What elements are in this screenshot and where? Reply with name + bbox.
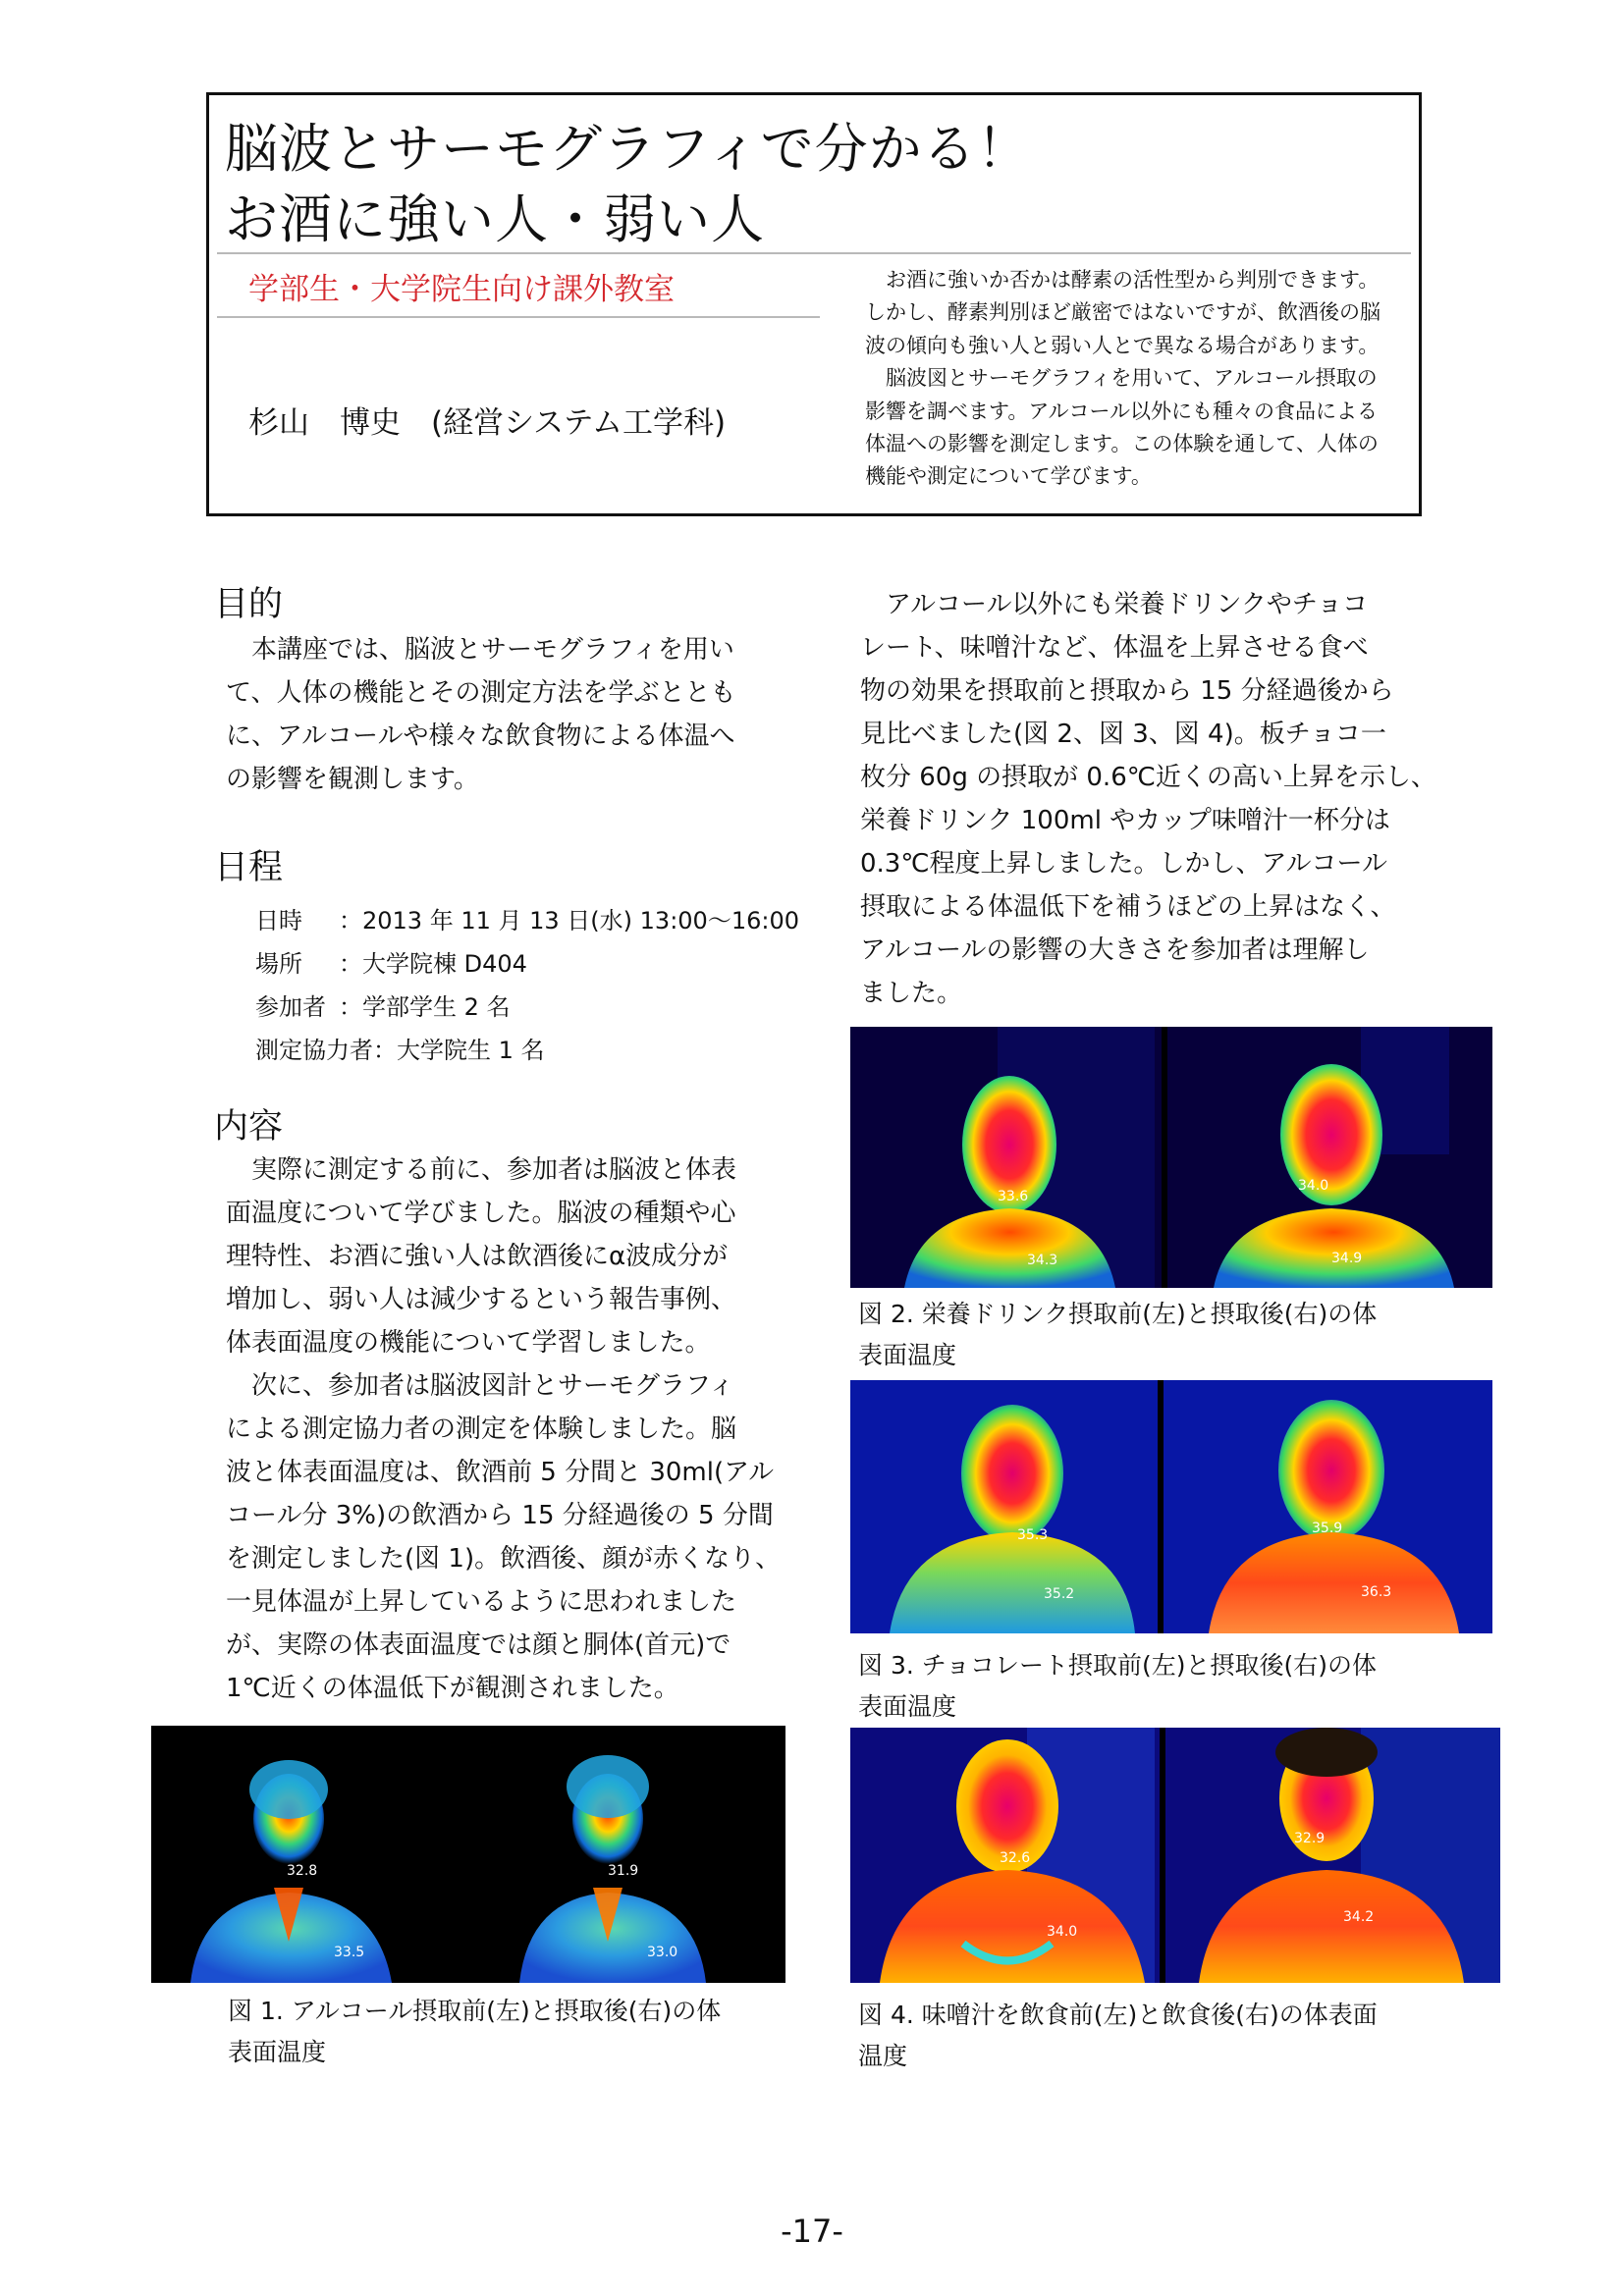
temperature-label: 34.3	[1027, 1253, 1058, 1268]
right-line: アルコール以外にも栄養ドリンクやチョコ	[860, 590, 1369, 619]
content-line: 面温度について学びました。脳波の種類や心	[226, 1199, 736, 1228]
schedule-value: ：2013 年 11 月 13 日(水) 13:00～16:00	[339, 907, 799, 934]
content-line: による測定協力者の測定を体験しました。脳	[226, 1415, 737, 1444]
temperature-label: 33.5	[334, 1945, 365, 1960]
schedule-row-collaborator	[255, 1031, 545, 1065]
content-line: 波と体表面温度は、飲酒前 5 分間と 30ml(アル	[226, 1458, 775, 1487]
figure-caption-line: 表面温度	[858, 1692, 957, 1721]
schedule-key: 参加者	[255, 993, 326, 1021]
figure-2-caption	[858, 1294, 1377, 1376]
content-line: 実際に測定する前に、参加者は脳波と体表	[226, 1155, 737, 1185]
schedule-key: 日時	[255, 907, 302, 934]
content-line: コール分 3%)の飲酒から 15 分経過後の 5 分間	[226, 1501, 774, 1530]
temperature-label: 33.6	[998, 1189, 1029, 1204]
abstract-line: 機能や測定について学びます。	[865, 464, 1152, 489]
schedule-value: ：学部学生 2 名	[339, 993, 511, 1021]
title-line-1: 脳波とサーモグラフィで分かる！	[225, 118, 1031, 180]
figure-caption-line: 図 3. チョコレート摂取前(左)と摂取後(右)の体	[858, 1651, 1378, 1680]
right-line: レート、味噌汁など、体温を上昇させる食べ	[860, 633, 1369, 663]
figure-4-caption	[858, 1995, 1378, 2077]
figure-1-thermal-image	[151, 1726, 785, 1983]
figure-caption-line: 表面温度	[858, 1341, 957, 1369]
temperature-label: 34.2	[1343, 1909, 1375, 1925]
temperature-label: 35.9	[1312, 1521, 1343, 1536]
figure-1-thermal-graphic	[151, 1726, 785, 1983]
content-line: 一見体温が上昇しているように思われました	[226, 1587, 737, 1617]
schedule-key: 測定協力者	[255, 1037, 373, 1064]
content-line: が、実際の体表面温度では顔と胴体(首元)で	[226, 1630, 731, 1660]
schedule-row-participants	[255, 988, 511, 1022]
content-line: 理特性、お酒に強い人は飲酒後にα波成分が	[226, 1242, 729, 1271]
temperature-label: 32.6	[1000, 1850, 1031, 1866]
abstract-line: 体温への影響を測定します。この体験を通して、人体の	[865, 432, 1379, 456]
right-line: 摂取による体温低下を補うほどの上昇はなく、	[860, 892, 1396, 922]
purpose-body	[226, 628, 795, 801]
category-label: 学部生・大学院生向け課外教室	[248, 272, 675, 307]
temperature-label: 35.3	[1017, 1527, 1049, 1543]
schedule-key: 場所	[255, 950, 302, 978]
temperature-label: 34.9	[1331, 1251, 1363, 1266]
temperature-label: 36.3	[1361, 1584, 1392, 1600]
right-body	[860, 583, 1449, 1015]
content-heading: 内容	[214, 1107, 284, 1147]
abstract-line: しかし、酵素判別ほど厳密ではないですが、飲酒後の脳	[865, 300, 1380, 325]
right-line: 0.3℃程度上昇しました。しかし、アルコール	[860, 849, 1387, 879]
purpose-line: の影響を観測します。	[226, 765, 479, 794]
right-line: ました。	[860, 979, 963, 1008]
temperature-label: 34.0	[1298, 1178, 1329, 1194]
figure-3-thermal-image	[850, 1380, 1492, 1633]
abstract-line: 影響を調べます。アルコール以外にも種々の食品による	[865, 399, 1379, 423]
right-line: 栄養ドリンク 100ml やカップ味噌汁一杯分は	[860, 806, 1390, 835]
figure-2-thermal-image	[850, 1027, 1492, 1288]
figure-3-caption	[858, 1645, 1377, 1728]
content-line: を測定しました(図 1)。飲酒後、顔が赤くなり、	[226, 1544, 782, 1574]
header-box	[206, 92, 1422, 516]
temperature-label: 34.0	[1047, 1924, 1078, 1940]
purpose-line: て、人体の機能とその測定方法を学ぶととも	[226, 678, 736, 708]
title-line-2: お酒に強い人・弱い人	[225, 188, 765, 250]
purpose-heading: 目的	[214, 585, 284, 624]
content-line: 増加し、弱い人は減少するという報告事例、	[226, 1285, 737, 1314]
purpose-line: に、アルコールや様々な飲食物による体温へ	[226, 721, 735, 751]
right-line: アルコールの影響の大きさを参加者は理解し	[860, 935, 1370, 965]
abstract	[865, 264, 1411, 494]
right-line: 見比べました(図 2、図 3、図 4)。板チョコ一	[860, 720, 1386, 749]
figure-1-caption	[228, 1991, 721, 2073]
temperature-label: 31.9	[608, 1863, 639, 1879]
figure-3-thermal-graphic	[850, 1380, 1492, 1633]
schedule-heading: 日程	[214, 848, 284, 887]
figure-caption-line: 表面温度	[228, 2038, 327, 2066]
content-line: 体表面温度の機能について学習しました。	[226, 1328, 711, 1358]
temperature-label: 33.0	[647, 1945, 678, 1960]
content-line: 1℃近くの体温低下が観測されました。	[226, 1674, 679, 1703]
figure-4-thermal-graphic	[850, 1728, 1500, 1983]
schedule-value: ：大学院生 1 名	[373, 1037, 545, 1064]
purpose-line: 本講座では、脳波とサーモグラフィを用い	[226, 635, 734, 665]
right-line: 枚分 60g の摂取が 0.6℃近くの高い上昇を示し、	[860, 763, 1436, 792]
author: 杉山 博史 (経営システム工学科)	[248, 405, 727, 441]
abstract-line: 波の傾向も強い人と弱い人とで異なる場合があります。	[865, 333, 1380, 357]
content-line: 次に、参加者は脳波図計とサーモグラフィ	[226, 1371, 734, 1401]
figure-caption-line: 温度	[858, 2042, 908, 2070]
temperature-label: 32.9	[1294, 1831, 1326, 1846]
figure-2-thermal-graphic	[850, 1027, 1492, 1288]
figure-4-thermal-image	[850, 1728, 1500, 1983]
figure-caption-line: 図 1. アルコール摂取前(左)と摂取後(右)の体	[228, 1997, 722, 2025]
content-body	[226, 1148, 795, 1710]
temperature-label: 35.2	[1044, 1586, 1075, 1602]
temperature-label: 32.8	[287, 1863, 318, 1879]
title-divider	[217, 252, 1411, 254]
figure-caption-line: 図 2. 栄養ドリンク摂取前(左)と摂取後(右)の体	[858, 1300, 1378, 1328]
abstract-line: お酒に強いか否かは酵素の活性型から判別できます。	[865, 268, 1380, 292]
abstract-line: 脳波図とサーモグラフィを用いて、アルコール摂取の	[865, 366, 1378, 391]
schedule-value: ：大学院棟 D404	[339, 950, 527, 978]
schedule-row-datetime	[255, 901, 799, 935]
page-number: -17-	[781, 2213, 843, 2250]
category-divider	[217, 316, 820, 318]
figure-caption-line: 図 4. 味噌汁を飲食前(左)と飲食後(右)の体表面	[858, 2001, 1378, 2029]
schedule-row-place	[255, 944, 527, 979]
right-line: 物の効果を摂取前と摂取から 15 分経過後から	[860, 676, 1394, 706]
